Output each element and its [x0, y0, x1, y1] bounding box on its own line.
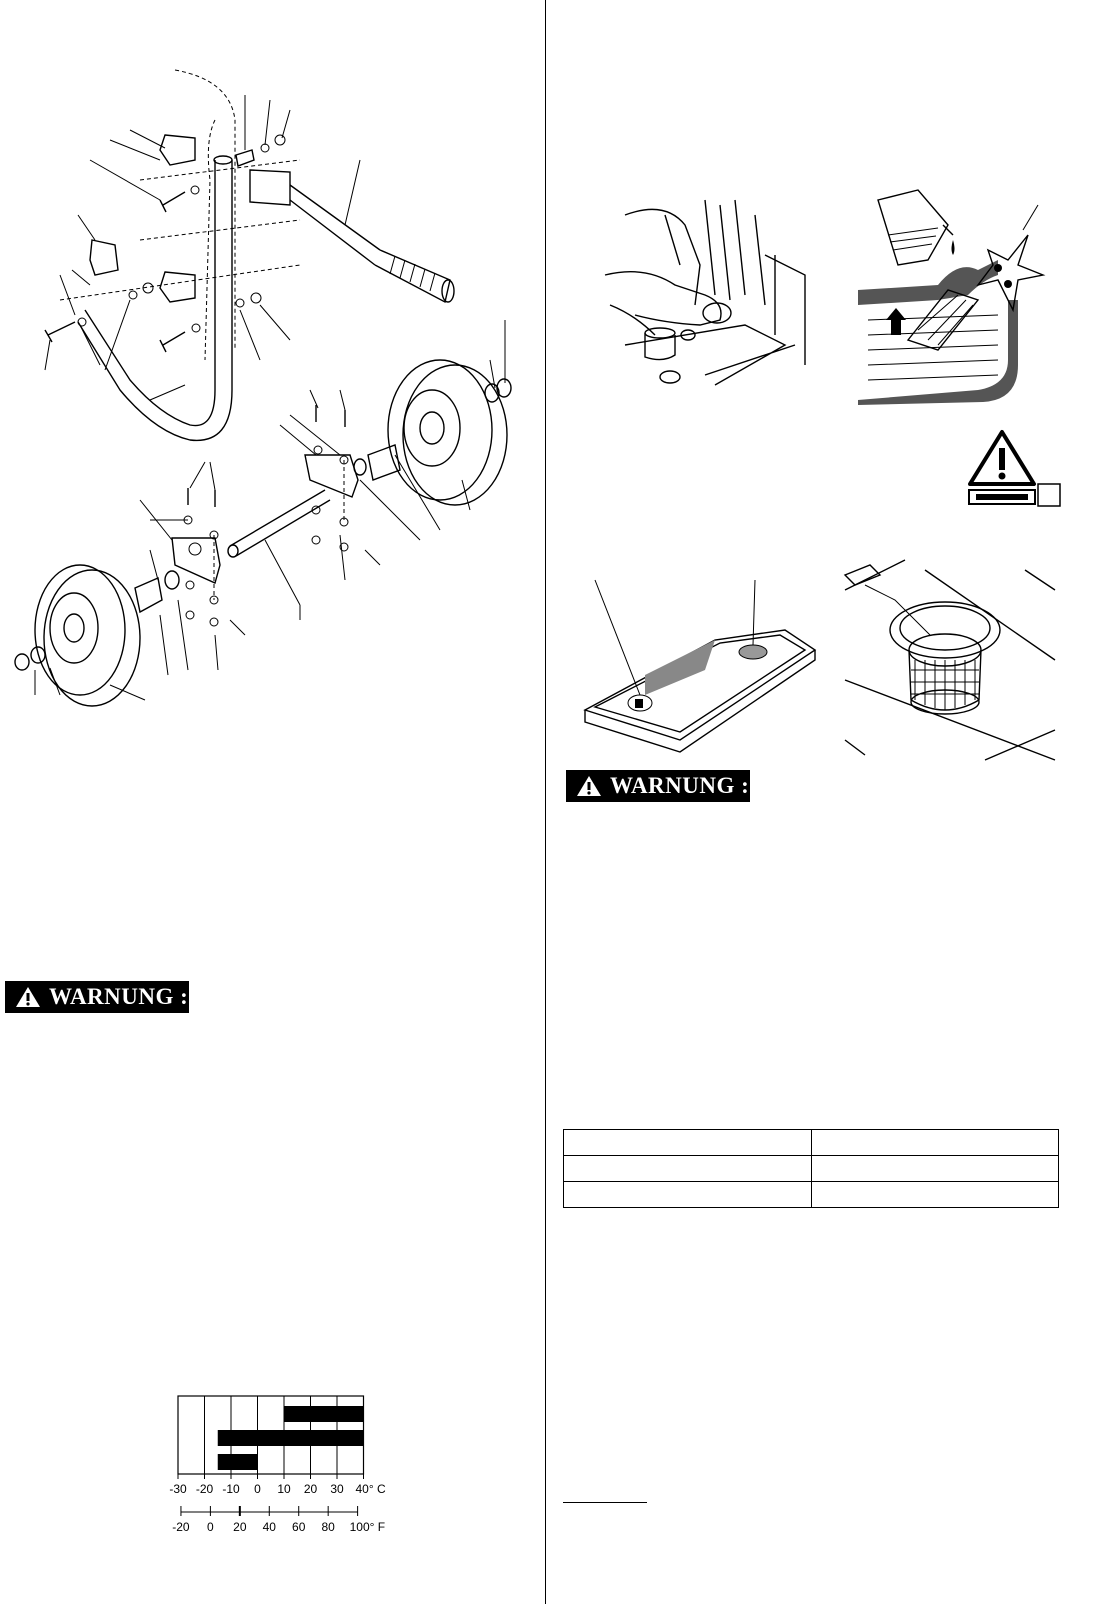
warning-label: WARNUNG :: [49, 984, 189, 1009]
celsius-tick-label: -10: [222, 1482, 240, 1496]
table-cell: [564, 1130, 812, 1156]
table-cell: [811, 1182, 1059, 1208]
temp-range-bar: [218, 1430, 364, 1446]
temperature-range-chart: [160, 1392, 400, 1532]
oil-can-pour-diagram: [858, 180, 1058, 400]
fahrenheit-tick-label: 40: [262, 1520, 276, 1534]
column-divider: [545, 0, 546, 1604]
table-row: [564, 1130, 1059, 1156]
table-cell: [811, 1130, 1059, 1156]
table-cell: [564, 1182, 812, 1208]
caution-triangle-icon: [968, 428, 1062, 512]
fahrenheit-tick-label: 20: [233, 1520, 247, 1534]
table-row: [564, 1156, 1059, 1182]
celsius-tick-label: 20: [303, 1482, 318, 1496]
warning-triangle-icon: [576, 775, 602, 797]
table-row: [564, 1182, 1059, 1208]
celsius-tick-label: 10: [277, 1482, 291, 1496]
warning-triangle-icon: [15, 986, 41, 1008]
fahrenheit-tick-label: 100° F: [349, 1520, 386, 1534]
table-cell: [564, 1156, 812, 1182]
temp-range-bar: [284, 1406, 364, 1422]
celsius-tick-label: 40° C: [355, 1482, 386, 1496]
fahrenheit-tick-label: 80: [321, 1520, 335, 1534]
footnote-rule: [563, 1502, 647, 1503]
warning-badge: [566, 770, 750, 802]
warning-badge: [5, 981, 189, 1013]
fahrenheit-tick-label: 0: [207, 1520, 214, 1534]
fuel-gauge-cap-illustration: [585, 580, 825, 750]
wheel-kit-exploded-diagram: [0, 60, 545, 720]
fuel-filter-strainer-illustration: [845, 560, 1055, 760]
celsius-tick-label: 0: [254, 1482, 261, 1496]
table-cell: [811, 1156, 1059, 1182]
celsius-tick-label: -20: [195, 1482, 214, 1496]
spec-table: [563, 1129, 1059, 1208]
celsius-tick-label: 30: [330, 1482, 344, 1496]
fahrenheit-tick-label: -20: [172, 1520, 190, 1534]
temp-range-bar: [218, 1454, 258, 1470]
fahrenheit-tick-label: 60: [292, 1520, 306, 1534]
celsius-tick-label: -30: [169, 1482, 187, 1496]
oil-drain-plug-illustration: [605, 195, 805, 395]
warning-label: WARNUNG :: [610, 773, 750, 798]
